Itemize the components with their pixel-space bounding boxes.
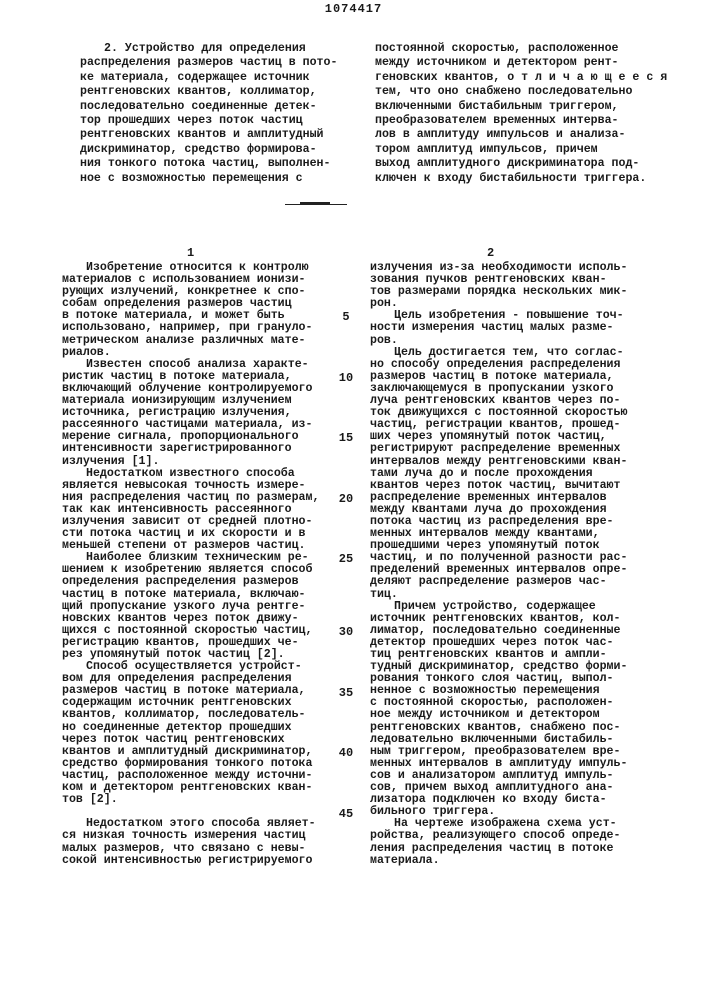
text-line: частиц, расположенное между источни- — [62, 770, 319, 782]
text-line: определения распределения размеров — [62, 576, 319, 588]
text-line: тем, что оно снабжено последовательно — [375, 85, 667, 99]
text-line: сокой интенсивностью регистрируемого — [62, 855, 319, 867]
text-line: менных интервалов между квантами, — [370, 528, 627, 540]
patent-number: 1074417 — [0, 2, 707, 16]
line-number-marker: 45 — [332, 807, 360, 821]
body-column-right — [370, 262, 627, 867]
text-line: лов в амплитуду импульсов и анализа- — [375, 128, 667, 142]
text-line: вом для определения распределения — [62, 673, 319, 685]
text-line: ния распределения частиц по размерам, — [62, 492, 319, 504]
text-line: между квантами луча до прохождения — [370, 504, 627, 516]
text-line: тов размерами порядка нескольких мик- — [370, 286, 627, 298]
text-line: ся низкая точность измерения частиц — [62, 830, 319, 842]
text-line: ристик частиц в потоке материала, — [62, 371, 319, 383]
line-number-marker: 40 — [332, 746, 360, 760]
text-line: ния тонкого потока частиц, выполнен- — [80, 157, 337, 171]
text-line: сов и анализатором амплитуд импуль- — [370, 770, 627, 782]
text-line: в потоке материала, и может быть — [62, 310, 319, 322]
text-line: средство формирования тонкого потока — [62, 758, 319, 770]
text-line: ное с возможностью перемещения с — [80, 172, 337, 186]
text-line: ности измерения частиц малых разме- — [370, 322, 627, 334]
text-line: Причем устройство, содержащее — [370, 601, 627, 613]
text-line: На чертеже изображена схема уст- — [370, 818, 627, 830]
text-line: прошедшими через упомянутый поток — [370, 540, 627, 552]
text-line: рентгеновских квантов и амплитудный — [80, 128, 337, 142]
text-line: рентгеновских квантов, снабжено пос- — [370, 722, 627, 734]
line-number-marker: 15 — [332, 431, 360, 445]
text-line: ледовательно включенными бистабиль- — [370, 734, 627, 746]
text-line: Недостатком известного способа — [62, 468, 319, 480]
text-line: размеров частиц в потоке материала, — [370, 371, 627, 383]
text-line: распределения размеров частиц в пото- — [80, 56, 337, 70]
text-line: мерение сигнала, пропорционального — [62, 431, 319, 443]
text-line: тор прошедших через поток частиц — [80, 114, 337, 128]
text-line: квантов через поток частиц, вычитают — [370, 480, 627, 492]
line-number-marker: 5 — [332, 310, 360, 324]
text-line: ших через упомянутый поток частиц, — [370, 431, 627, 443]
text-line: интенсивности зарегистрированного — [62, 443, 319, 455]
text-line: деляют распределение размеров час- — [370, 576, 627, 588]
text-line: 2. Устройство для определения — [80, 42, 337, 56]
text-line: источник рентгеновских квантов, кол- — [370, 613, 627, 625]
text-line: излучения [1]. — [62, 456, 319, 468]
text-line: собам определения размеров частиц — [62, 298, 319, 310]
text-line: использовано, например, при грануло- — [62, 322, 319, 334]
claim-column-left — [80, 42, 337, 186]
text-line: рез упомянутый поток частиц [2]. — [62, 649, 319, 661]
text-line: рон. — [370, 298, 627, 310]
text-line: распределение временных интервалов — [370, 492, 627, 504]
text-line: зования пучков рентгеновских кван- — [370, 274, 627, 286]
text-line: бильного триггера. — [370, 806, 627, 818]
text-line: но способу определения распределения — [370, 359, 627, 371]
text-line: интервалов между рентгеновскими кван- — [370, 456, 627, 468]
text-line: постоянной скоростью, расположенное — [375, 42, 667, 56]
text-line: частиц в потоке материала, включаю- — [62, 589, 319, 601]
text-line: лизатора подключен ко входу биста- — [370, 794, 627, 806]
text-line: выход амплитудного дискриминатора под- — [375, 157, 667, 171]
line-number-marker: 35 — [332, 686, 360, 700]
text-line: с постоянной скоростью, расположен- — [370, 697, 627, 709]
text-line: но соединенные детектор прошедших — [62, 722, 319, 734]
text-line: Изобретение относится к контролю — [62, 262, 319, 274]
line-number-marker: 25 — [332, 552, 360, 566]
text-line: щихся с постоянной скоростью частиц, — [62, 625, 319, 637]
text-line: шением к изобретению является способ — [62, 564, 319, 576]
text-line: размеров частиц в потоке материала, — [62, 685, 319, 697]
text-line: излучения из-за необходимости исполь- — [370, 262, 627, 274]
text-line: риалов. — [62, 347, 319, 359]
text-line: Недостатком этого способа являет- — [62, 818, 319, 830]
line-number-marker: 20 — [332, 492, 360, 506]
text-line: так как интенсивность рассеянного — [62, 504, 319, 516]
text-line: рентгеновских квантов, коллиматор, — [80, 85, 337, 99]
text-line: ненное с возможностью перемещения — [370, 685, 627, 697]
text-line: рующих излучений, конкретнее к спо- — [62, 286, 319, 298]
text-line: Наиболее близким техническим ре- — [62, 552, 319, 564]
text-line: включенными бистабильным триггером, — [375, 100, 667, 114]
text-line: квантов и амплитудный дискриминатор, — [62, 746, 319, 758]
text-line: потока частиц из распределения вре- — [370, 516, 627, 528]
line-number-marker: 30 — [332, 625, 360, 639]
text-line: между источником и детектором рент- — [375, 56, 667, 70]
text-line: ключен к входу бистабильности триггера. — [375, 172, 667, 186]
line-number-marker: 10 — [332, 371, 360, 385]
text-line: менных интервалов в амплитуду импуль- — [370, 758, 627, 770]
text-line: сти потока частиц и их скорости и в — [62, 528, 319, 540]
text-line: рования тонкого слоя частиц, выпол- — [370, 673, 627, 685]
text-line: является невысокая точность измере- — [62, 480, 319, 492]
text-line: лиматор, последовательно соединенные — [370, 625, 627, 637]
text-line: квантов, коллиматор, последователь- — [62, 709, 319, 721]
text-line: ток движущихся с постоянной скоростью — [370, 407, 627, 419]
text-line: тудный дискриминатор, средство форми- — [370, 661, 627, 673]
text-line: детектор прошедших через поток час- — [370, 637, 627, 649]
text-line: ке материала, содержащее источник — [80, 71, 337, 85]
text-line: метрическом анализе различных мате- — [62, 335, 319, 347]
text-line: содержащим источник рентгеновских — [62, 697, 319, 709]
column-number-2: 2 — [487, 246, 494, 260]
text-line: излучения зависит от средней плотно- — [62, 516, 319, 528]
text-line: регистрируют распределение временных — [370, 443, 627, 455]
text-line: заключающемуся в пропускании узкого — [370, 383, 627, 395]
text-line: новских квантов через поток движу- — [62, 613, 319, 625]
text-line: тиц. — [370, 589, 627, 601]
text-line: тов [2]. — [62, 794, 319, 806]
text-line: пределений временных интервалов опре- — [370, 564, 627, 576]
text-line: включающий облучение контролируемого — [62, 383, 319, 395]
text-line: ное между источником и детектором — [370, 709, 627, 721]
text-line: последовательно соединенные детек- — [80, 100, 337, 114]
text-line: ком и детектором рентгеновских кван- — [62, 782, 319, 794]
text-line: рассеянного частицами материала, из- — [62, 419, 319, 431]
text-line: луча рентгеновских квантов через по- — [370, 395, 627, 407]
text-line: Известен способ анализа характе- — [62, 359, 319, 371]
text-line: тором амплитуд импульсов, причем — [375, 143, 667, 157]
text-line: ров. — [370, 335, 627, 347]
text-line: Способ осуществляется устройст- — [62, 661, 319, 673]
text-line: геновских квантов, о т л и ч а ю щ е е с я — [375, 71, 667, 85]
text-line: материалов с использованием ионизи- — [62, 274, 319, 286]
text-line: ления распределения частиц в потоке — [370, 843, 627, 855]
text-line: частиц, регистрации квантов, прошед- — [370, 419, 627, 431]
column-number-1: 1 — [187, 246, 194, 260]
text-line: меньшей степени от размеров частиц. — [62, 540, 319, 552]
text-line: регистрацию квантов, прошедших че- — [62, 637, 319, 649]
text-line: щий пропускание узкого луча рентге- — [62, 601, 319, 613]
text-line: ным триггером, преобразователем вре- — [370, 746, 627, 758]
text-line: сов, причем выход амплитудного ана- — [370, 782, 627, 794]
text-line: ройства, реализующего способ опреде- — [370, 830, 627, 842]
text-line: преобразователем временных интерва- — [375, 114, 667, 128]
text-line: через поток частиц рентгеновских — [62, 734, 319, 746]
text-line: материала ионизирующим излучением — [62, 395, 319, 407]
text-line: источника, регистрацию излучения, — [62, 407, 319, 419]
text-line: малых размеров, что связано с невы- — [62, 843, 319, 855]
text-line: частиц, и по полученной разности рас- — [370, 552, 627, 564]
text-line: тиц рентгеновских квантов и ампли- — [370, 649, 627, 661]
text-line: тами луча до и после прохождения — [370, 468, 627, 480]
body-column-left — [62, 262, 319, 867]
text-line: дискриминатор, средство формирова- — [80, 143, 337, 157]
claim-column-right — [375, 42, 667, 186]
text-line: материала. — [370, 855, 627, 867]
text-line: Цель достигается тем, что соглас- — [370, 347, 627, 359]
section-divider-mark — [300, 202, 330, 205]
text-line: Цель изобретения - повышение точ- — [370, 310, 627, 322]
